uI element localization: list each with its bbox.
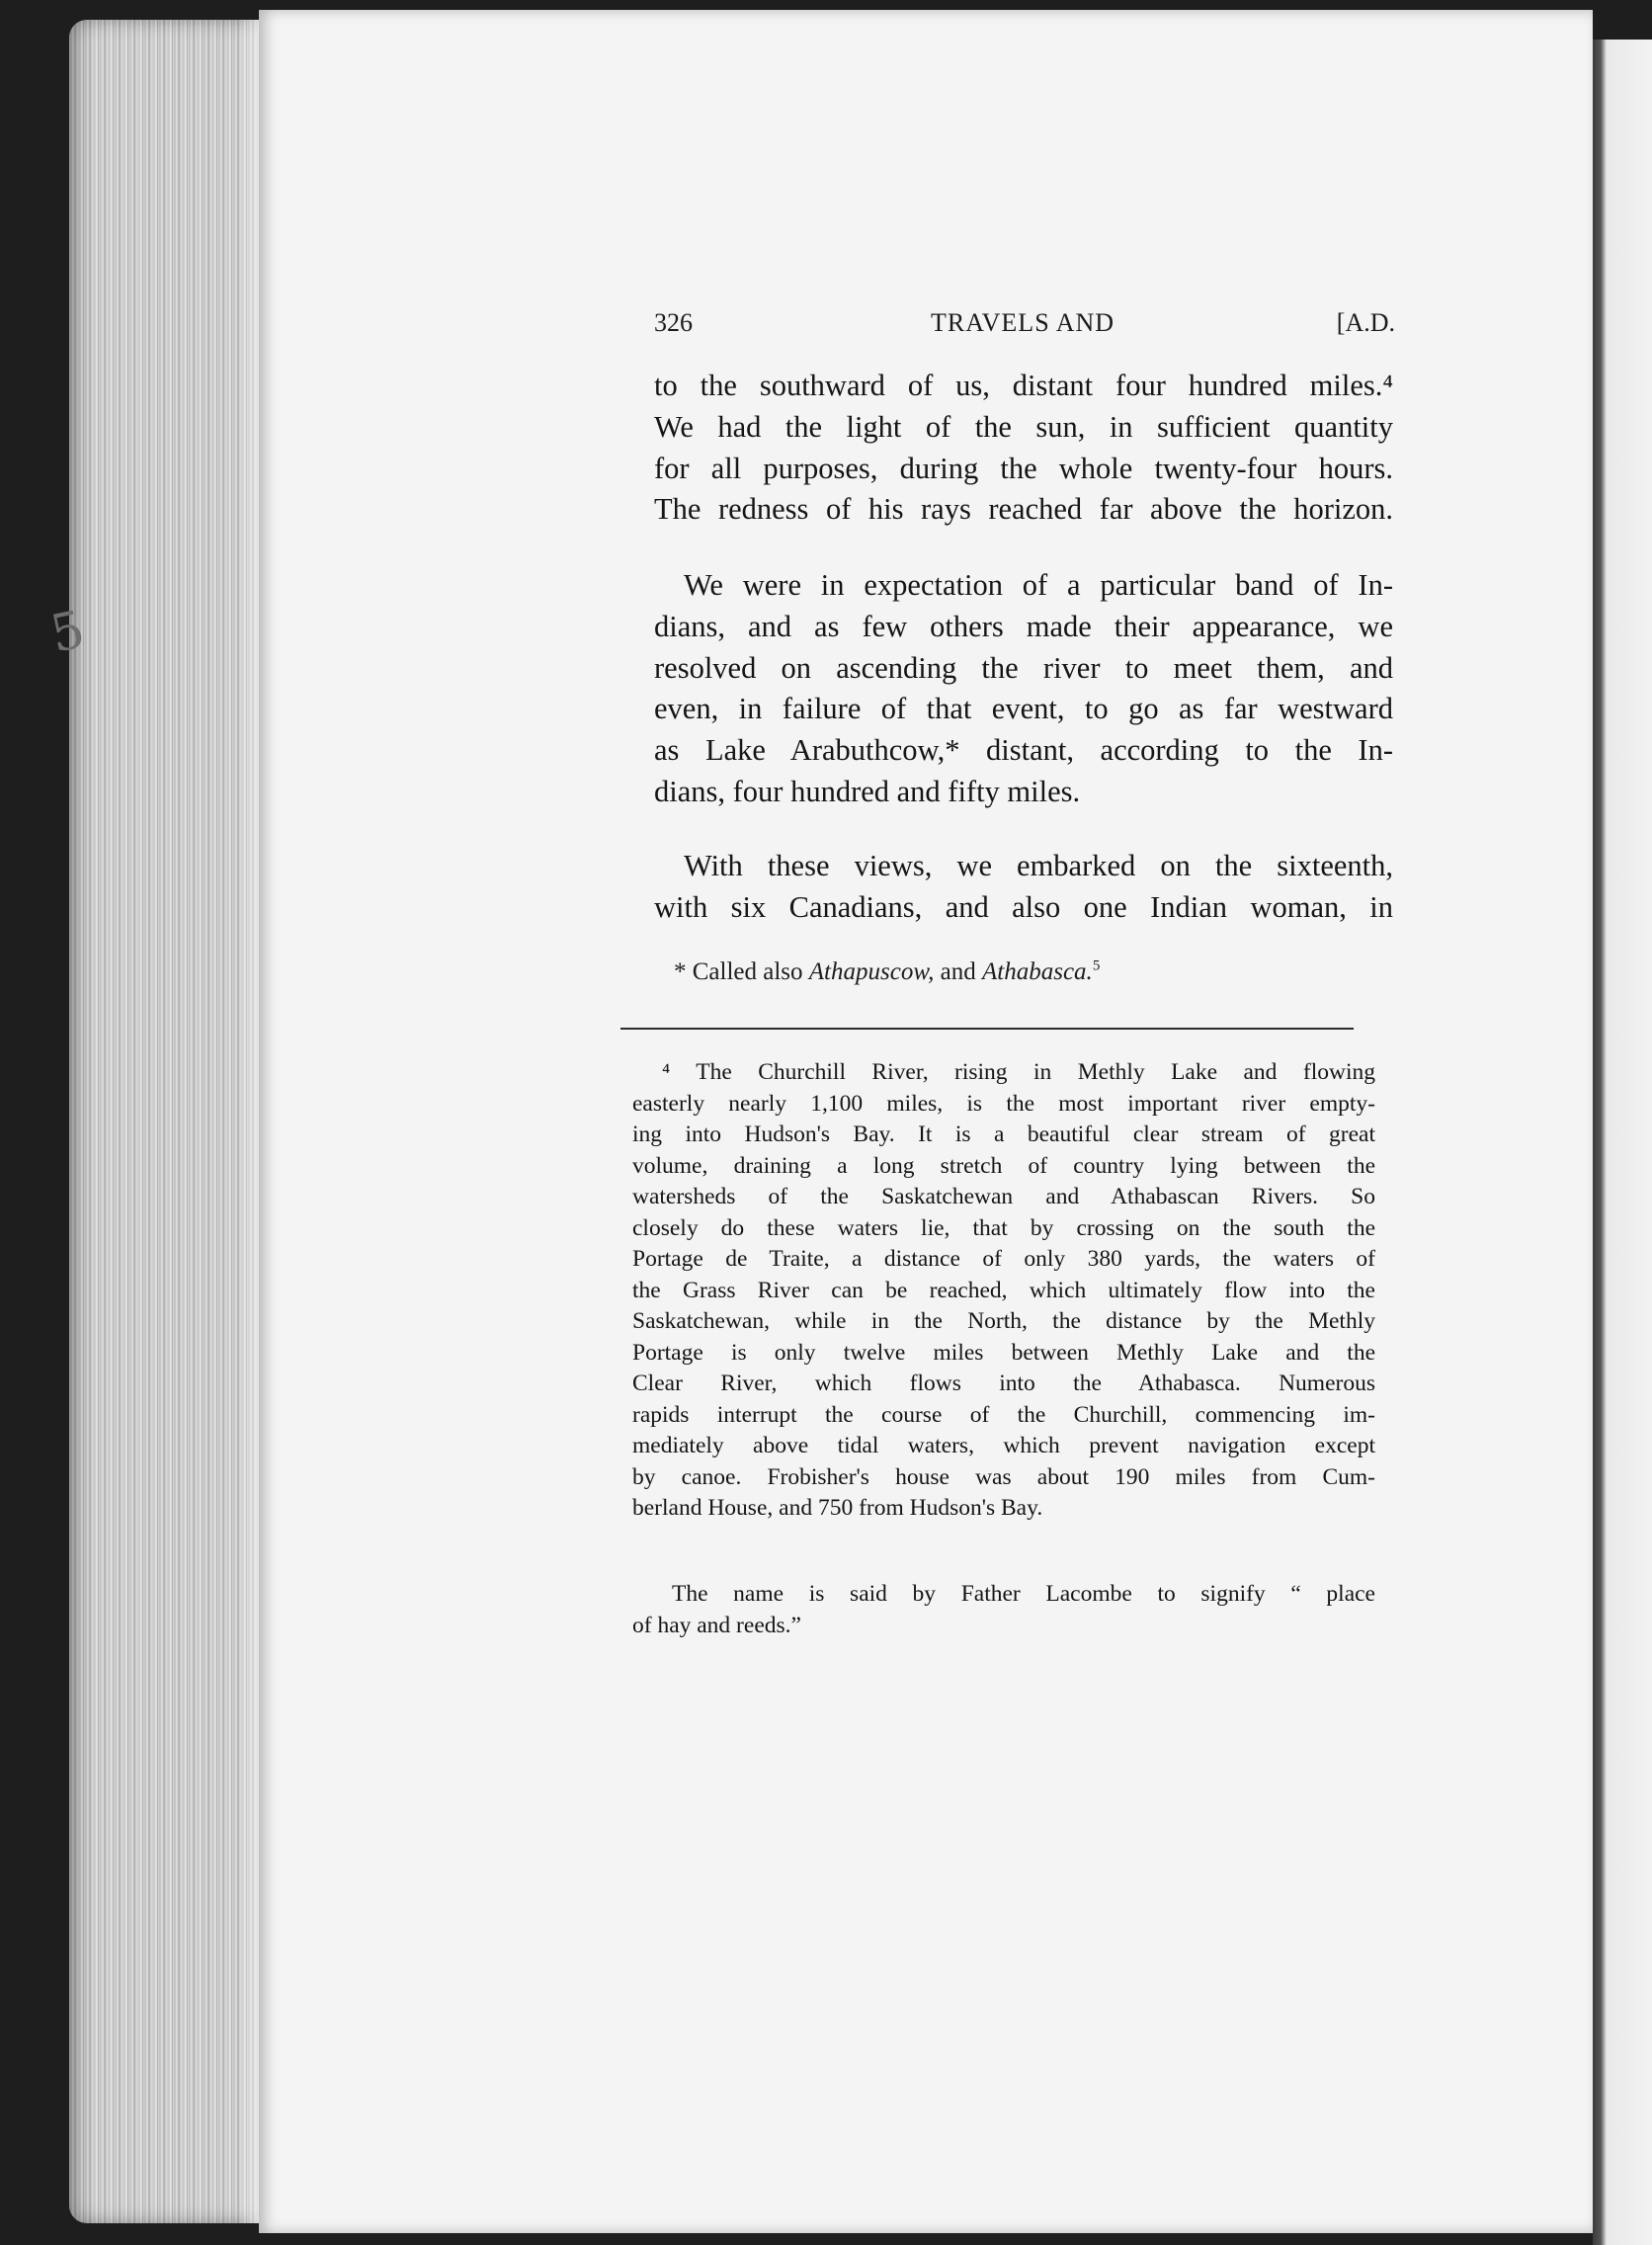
book-page-edges (69, 20, 267, 2223)
footnote-line: Portage de Traite, a distance of only 380 yards, the waters of (632, 1246, 1375, 1272)
footnote-line: watersheds of the Saskatchewan and Athabascan Rivers. So (632, 1184, 1375, 1209)
footnote-line: of hay and reeds.” (632, 1612, 801, 1638)
footnote-line: Clear River, which flows into the Athabasca. Numerous (632, 1371, 1375, 1396)
paragraph-1 (654, 366, 1393, 531)
footnote-4 (632, 1057, 1375, 1525)
text-line: With these views, we embarked on the sixteenth, (684, 849, 1393, 882)
text-line: with six Canadians, and also one Indian woman, in (654, 889, 1393, 924)
asterisk-note (674, 958, 1100, 986)
footnote-5 (632, 1579, 1375, 1641)
footnote-line: rapids interrupt the course of the Churchill, commencing im- (632, 1401, 1375, 1428)
footnote-line: Saskatchewan, while in the North, the distance by the Methly (632, 1308, 1375, 1334)
text-line: resolved on ascending the river to meet them, and (654, 650, 1393, 685)
text-line: The redness of his rays reached far above the horizon. (654, 492, 1393, 527)
text-line: to the southward of us, distant four hundred miles.⁴ (654, 369, 1393, 402)
text-line: dians, four hundred and fifty miles. (654, 774, 1081, 808)
text-line: We had the light of the sun, in sufficient quantity (654, 409, 1393, 444)
text-line: even, in failure of that event, to go as far westward (654, 692, 1393, 726)
footnote-line: berland House, and 750 from Hudson's Bay. (632, 1495, 1043, 1521)
footnote-line: by canoe. Frobisher's house was about 190 miles from Cum- (632, 1463, 1375, 1490)
margin-pencil-mark: 5 (45, 600, 90, 665)
note-name-athapuscow: Athapuscow, (808, 958, 935, 985)
footnote-line: easterly nearly 1,100 miles, is the most important river empty- (632, 1090, 1375, 1117)
footnote-line: closely do these waters lie, that by crossing on the south the (632, 1214, 1375, 1241)
paragraph-3 (654, 846, 1393, 929)
text-line: as Lake Arabuthcow,* distant, according to the In- (654, 733, 1393, 768)
text-line: dians, and as few others made their appearance, we (654, 609, 1393, 643)
footnote-line: the Grass River can be reached, which ultimately flow into the (632, 1277, 1375, 1303)
facing-page-edge (1593, 40, 1652, 2245)
paragraph-2 (654, 565, 1393, 813)
footnote-line: volume, draining a long stretch of country lying between the (632, 1152, 1375, 1179)
running-head-right: [A.D. (1336, 308, 1395, 337)
footnote-rule (620, 1028, 1354, 1030)
note-prefix: * Called also (674, 958, 809, 985)
text-line: We were in expectation of a particular band of In- (684, 568, 1393, 602)
note-reference: 5 (1092, 957, 1101, 974)
text-line: for all purposes, during the whole twenty-four hours. (654, 451, 1393, 485)
footnote-line: ⁴ The Churchill River, rising in Methly Lake and flowing (662, 1059, 1375, 1085)
footnote-line: The name is said by Father Lacombe to signify “ place (672, 1581, 1375, 1607)
footnote-line: mediately above tidal waters, which prevent navigation except (632, 1433, 1375, 1458)
note-name-athabasca: Athabasca. (982, 958, 1093, 985)
footnote-line: ing into Hudson's Bay. It is a beautiful clear stream of great (632, 1122, 1375, 1147)
footnote-line: Portage is only twelve miles between Methly Lake and the (632, 1339, 1375, 1366)
page-number: 326 (654, 308, 693, 337)
note-middle: and (934, 958, 983, 985)
page-header (654, 308, 1395, 348)
running-title: TRAVELS AND (931, 308, 1115, 337)
